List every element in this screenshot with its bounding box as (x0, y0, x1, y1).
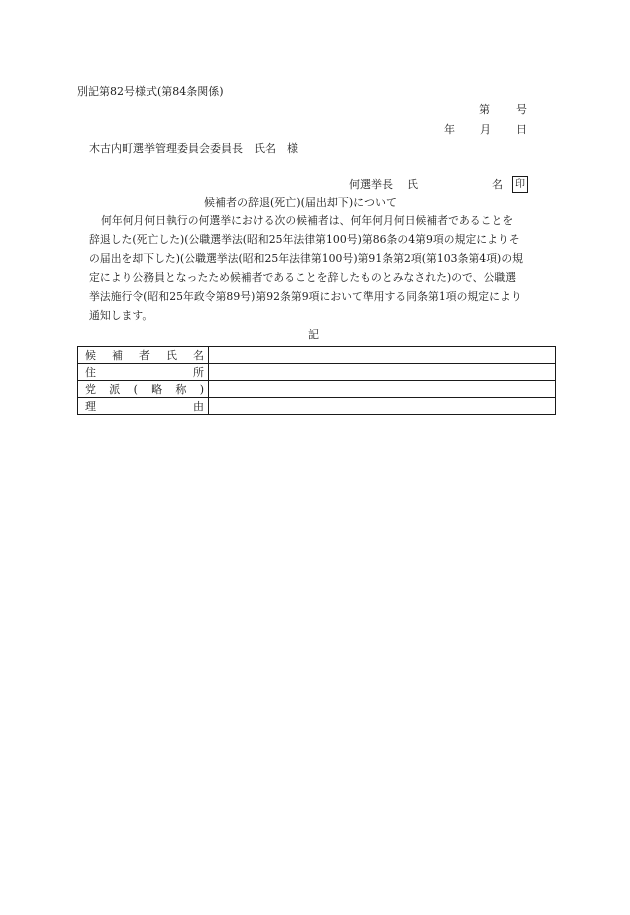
ki-heading: 記 (308, 328, 319, 341)
label-char: 氏 (166, 348, 177, 362)
form-id: 別記第82号様式(第84条関係) (77, 85, 224, 98)
label-char: 党 (85, 382, 96, 396)
address-value (209, 364, 556, 381)
document-number-go: 号 (516, 103, 527, 116)
date-year: 年 (444, 123, 455, 136)
candidate-info-table (77, 346, 556, 415)
label-char: 理 (85, 399, 96, 413)
candidate-name-label (78, 347, 209, 364)
subject-title: 候補者の辞退(死亡)(届出却下)について (204, 196, 397, 209)
body-line-4: 定により公務員となったため候補者であることを辞したものとみなされた)ので、公職選 (89, 271, 517, 284)
reason-label (78, 398, 209, 415)
document-number-dai: 第 (479, 103, 490, 116)
label-char: 称 (175, 382, 187, 396)
label-char: ) (199, 382, 204, 396)
label-char: 候 (85, 348, 96, 362)
address-label (78, 364, 209, 381)
party-value (209, 381, 556, 398)
body-line-6: 通知します。 (89, 309, 154, 322)
sender-shi: 氏 (407, 178, 418, 191)
date-day: 日 (516, 123, 527, 136)
label-char: 派 (109, 382, 121, 396)
body-line-5: 挙法施行令(昭和25年政令第89号)第92条第9項において準用する同条第1項の規定により (89, 290, 522, 303)
sender-title: 何選挙長 (349, 178, 393, 191)
table-row-party (78, 381, 556, 398)
label-char: 略 (151, 382, 163, 396)
label-char: 住 (85, 365, 96, 379)
candidate-name-value (209, 347, 556, 364)
addressee: 木古内町選挙管理委員会委員長 氏名 様 (89, 142, 298, 155)
label-char: 名 (193, 348, 204, 362)
reason-value (209, 398, 556, 415)
label-char: ( (133, 382, 138, 396)
sender-mei: 名 (492, 178, 503, 191)
table-row-address (78, 364, 556, 381)
label-char: 者 (139, 348, 150, 362)
body-line-2: 辞退した(死亡した)(公職選挙法(昭和25年法律第100号)第86条の4第9項の規定によりそ (89, 233, 520, 246)
label-char: 由 (193, 399, 204, 413)
body-line-1: 何年何月何日執行の何選挙における次の候補者は、何年何月何日候補者であることを (101, 214, 514, 227)
date-month: 月 (480, 123, 491, 136)
party-label (78, 381, 209, 398)
table-row-candidate-name (78, 347, 556, 364)
body-line-3: の届出を却下した)(公職選挙法(昭和25年法律第100号)第91条第2項(第103条第4項)の規 (89, 252, 524, 265)
label-char: 補 (112, 348, 123, 362)
label-char: 所 (193, 365, 204, 379)
seal-stamp: 印 (512, 176, 528, 193)
table-row-reason (78, 398, 556, 415)
